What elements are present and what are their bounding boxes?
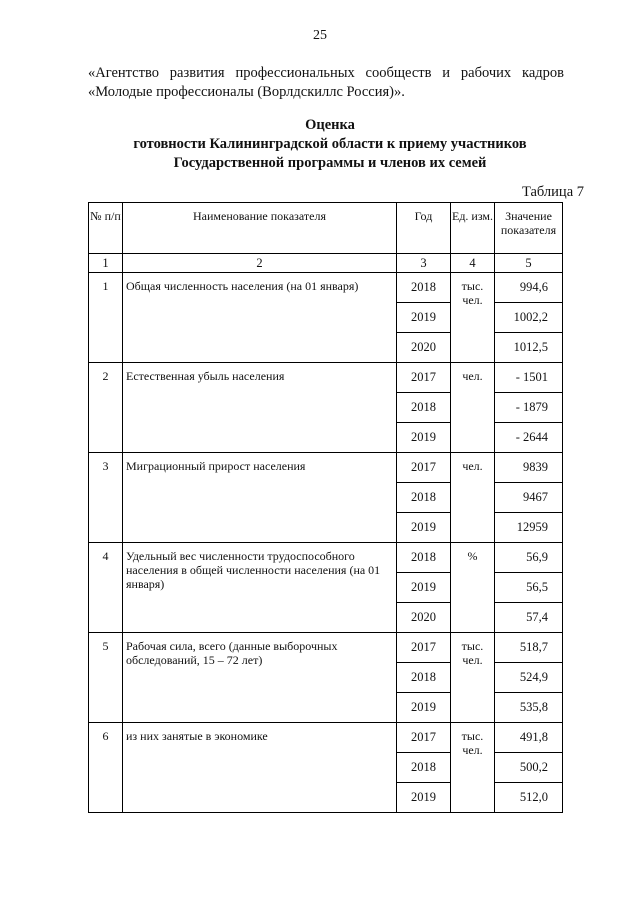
year-cell: 2017	[397, 363, 451, 393]
year-cell: 2017	[397, 633, 451, 663]
year-cell: 2019	[397, 513, 451, 543]
row-number: 6	[89, 723, 123, 813]
year-cell: 2019	[397, 783, 451, 813]
value-cell: - 2644	[495, 423, 563, 453]
column-number: 5	[495, 254, 563, 273]
indicator-name: Миграционный прирост населения	[123, 453, 397, 543]
indicator-name: Удельный вес численности трудоспособного населения в общей численности населения (на 01 января)	[123, 543, 397, 633]
year-cell: 2017	[397, 453, 451, 483]
header-num: № п/п	[89, 203, 123, 254]
value-cell: 524,9	[495, 663, 563, 693]
value-cell: 491,8	[495, 723, 563, 753]
title-line-2: готовности Калининградской области к приему участников	[133, 136, 527, 152]
table-row	[89, 723, 563, 753]
indicator-name: Общая численность населения (на 01 января)	[123, 273, 397, 363]
table-row	[89, 273, 563, 303]
assessment-table	[88, 202, 563, 813]
unit-cell: тыс. чел.	[451, 723, 495, 813]
value-cell: 535,8	[495, 693, 563, 723]
value-cell: 57,4	[495, 603, 563, 633]
intro-paragraph: «Агентство развития профессиональных сообществ и рабочих кадров «Молодые профессионалы (Ворлдскиллс Россия)».	[88, 65, 564, 100]
value-cell: 500,2	[495, 753, 563, 783]
value-cell: 994,6	[495, 273, 563, 303]
year-cell: 2018	[397, 753, 451, 783]
year-cell: 2019	[397, 693, 451, 723]
year-cell: 2018	[397, 543, 451, 573]
row-number: 2	[89, 363, 123, 453]
value-cell: 1012,5	[495, 333, 563, 363]
column-number: 4	[451, 254, 495, 273]
indicator-name: из них занятые в экономике	[123, 723, 397, 813]
year-cell: 2020	[397, 333, 451, 363]
value-cell: 56,9	[495, 543, 563, 573]
table-row	[89, 543, 563, 573]
year-cell: 2018	[397, 393, 451, 423]
unit-cell: тыс. чел.	[451, 273, 495, 363]
value-cell: 9839	[495, 453, 563, 483]
row-number: 3	[89, 453, 123, 543]
indicator-name: Естественная убыль населения	[123, 363, 397, 453]
year-cell: 2018	[397, 663, 451, 693]
page-number: 25	[313, 28, 327, 43]
year-cell: 2018	[397, 273, 451, 303]
header-year: Год	[397, 203, 451, 254]
title-line-3: Государственной программы и членов их семей	[173, 155, 487, 171]
table-row	[89, 363, 563, 393]
year-cell: 2019	[397, 423, 451, 453]
unit-cell: чел.	[451, 363, 495, 453]
header-name: Наименование показателя	[123, 203, 397, 254]
year-cell: 2019	[397, 303, 451, 333]
row-number: 5	[89, 633, 123, 723]
header-unit: Ед. изм.	[451, 203, 495, 254]
indicator-name: Рабочая сила, всего (данные выборочных обследований, 15 – 72 лет)	[123, 633, 397, 723]
value-cell: - 1879	[495, 393, 563, 423]
title-line-1: Оценка	[305, 117, 355, 133]
table-header-row	[89, 203, 563, 254]
year-cell: 2019	[397, 573, 451, 603]
unit-cell: чел.	[451, 453, 495, 543]
value-cell: 9467	[495, 483, 563, 513]
column-number: 2	[123, 254, 397, 273]
column-number: 3	[397, 254, 451, 273]
value-cell: 512,0	[495, 783, 563, 813]
year-cell: 2017	[397, 723, 451, 753]
table-label: Таблица 7	[521, 184, 584, 200]
value-cell: - 1501	[495, 363, 563, 393]
value-cell: 56,5	[495, 573, 563, 603]
year-cell: 2018	[397, 483, 451, 513]
unit-cell: тыс. чел.	[451, 633, 495, 723]
header-value: Значение показателя	[495, 203, 563, 254]
table-row	[89, 453, 563, 483]
value-cell: 518,7	[495, 633, 563, 663]
column-number-row	[89, 254, 563, 273]
row-number: 4	[89, 543, 123, 633]
year-cell: 2020	[397, 603, 451, 633]
document-title	[80, 116, 580, 173]
value-cell: 1002,2	[495, 303, 563, 333]
value-cell: 12959	[495, 513, 563, 543]
row-number: 1	[89, 273, 123, 363]
table-row	[89, 633, 563, 663]
unit-cell: %	[451, 543, 495, 633]
column-number: 1	[89, 254, 123, 273]
